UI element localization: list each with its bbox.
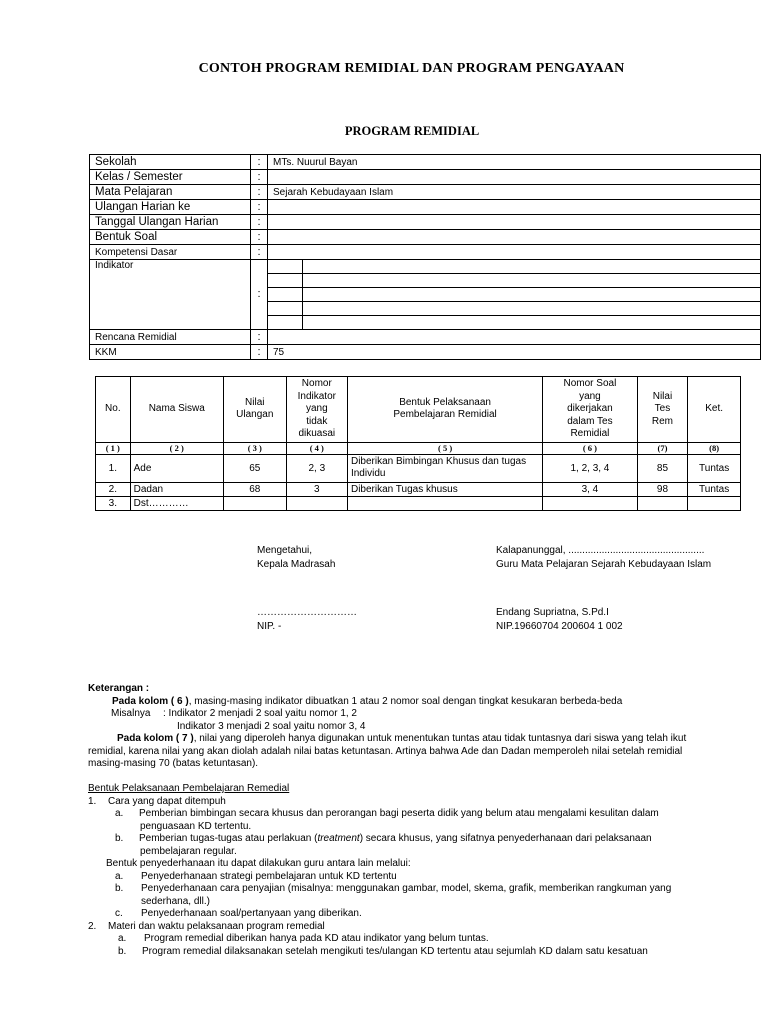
cell-nilai: 65 (223, 454, 286, 482)
cell-nilai-tes: 98 (637, 482, 688, 496)
info-value: MTs. Nuurul Bayan (268, 155, 761, 170)
info-colon: : (251, 345, 268, 360)
info-value (268, 200, 761, 215)
signature-left-name (257, 606, 357, 633)
b-text2: pembelajaran regular. (140, 845, 237, 857)
misalnya-line2: Indikator 3 menjadi 2 soal yaitu nomor 3, 4 (177, 720, 366, 732)
info-table (89, 154, 761, 360)
signature-right (496, 544, 711, 571)
indikator-grid (268, 260, 761, 330)
info-label: Ulangan Harian ke (90, 200, 251, 215)
info-label: Indikator (90, 260, 251, 330)
info-label: Mata Pelajaran (90, 185, 251, 200)
info-value (268, 230, 761, 245)
info-row-kkm (90, 345, 761, 360)
info-row-sekolah (90, 155, 761, 170)
sig-left-line1: Mengetahui, (257, 545, 313, 556)
students-table (95, 376, 741, 511)
info-value (268, 245, 761, 260)
info-value (268, 330, 761, 345)
list-number: 1. (88, 795, 97, 807)
info-row-mapel (90, 185, 761, 200)
b-text1a: Pemberian tugas-tugas atau perlakuan ( (139, 833, 318, 844)
info-colon: : (251, 245, 268, 260)
cell-indikator: 2, 3 (286, 454, 347, 482)
list-letter: b. (115, 833, 124, 844)
students-header-row (96, 377, 741, 443)
indikator-line (268, 302, 760, 316)
bentuk-heading: Bentuk Pelaksanaan Pembelajaran Remedial (88, 783, 290, 794)
list-letter: a. (115, 870, 124, 882)
info-row-ulangan (90, 200, 761, 215)
cell-soal: 1, 2, 3, 4 (543, 454, 637, 482)
info-label: Kelas / Semester (90, 170, 251, 185)
cell-no: 2. (96, 482, 131, 496)
col-number: ( 5 ) (347, 442, 542, 454)
note2-line2: remidial, karena nilai yang akan diolah adalah nilai batas ketuntasan. Artinya bahwa Ade dan Dadan memperoleh nilai setelah remidial (88, 745, 683, 757)
info-colon: : (251, 260, 268, 330)
info-row-tanggal (90, 215, 761, 230)
note2-text: , nilai yang diperoleh hanya digunakan untuk menentukan tuntas atau tidak tuntasnya dari siswa yang telah ikut (193, 733, 687, 744)
info-colon: : (251, 155, 268, 170)
info-colon: : (251, 330, 268, 345)
info-label: Rencana Remidial (90, 330, 251, 345)
cell-no: 1. (96, 454, 131, 482)
info-row-indikator (90, 260, 761, 330)
header-ket: Ket. (688, 377, 741, 443)
header-bentuk: Bentuk Pelaksanaan Pembelajaran Remidial (347, 377, 542, 443)
sig-right-nip: NIP.19660704 200604 1 002 (496, 620, 623, 632)
sig-right-line1: Kalapanunggal, ................................................. (496, 545, 705, 556)
info-row-kelas (90, 170, 761, 185)
table-row (96, 496, 741, 510)
info-value (268, 215, 761, 230)
cell-bentuk: Diberikan Tugas khusus (347, 482, 542, 496)
col-number: ( 4 ) (286, 442, 347, 454)
cell-indikator (286, 496, 347, 510)
info-colon: : (251, 215, 268, 230)
info-colon: : (251, 170, 268, 185)
cell-ket (688, 496, 741, 510)
table-row (96, 482, 741, 496)
s-b-text1: Penyederhanaan cara penyajian (misalnya: menggunakan gambar, model, skema, grafik, memberikan rangkuman yang (141, 883, 672, 894)
info-colon: : (251, 200, 268, 215)
cell-nilai-tes: 85 (637, 454, 688, 482)
cell-ket: Tuntas (688, 482, 741, 496)
list-letter: b. (118, 945, 127, 957)
col-number: ( 1 ) (96, 442, 131, 454)
keterangan-section (88, 683, 760, 771)
misalnya-label: Misalnya (111, 708, 151, 719)
table-row (96, 454, 741, 482)
cell-no: 3. (96, 496, 131, 510)
cell-soal (543, 496, 637, 510)
sig-left-nip: NIP. - (257, 620, 282, 632)
b-text1b: ) secara khusus, yang sifatnya penyederhanaan dari pelaksanaan (359, 833, 652, 844)
list-letter: a. (115, 808, 124, 819)
note2-line3: masing-masing 70 (batas ketuntasan). (88, 758, 259, 769)
keterangan-heading: Keterangan : (88, 683, 150, 694)
sig-left-line2: Kepala Madrasah (257, 558, 336, 570)
signature-left (257, 544, 335, 571)
header-nilai: Nilai Ulangan (223, 377, 286, 443)
info-colon: : (251, 185, 268, 200)
indikator-line (268, 288, 760, 302)
section-title: PROGRAM REMIDIAL (344, 124, 480, 138)
info-label: KKM (90, 345, 251, 360)
info-value: Sejarah Kebudayaan Islam (268, 185, 761, 200)
sig-right-line2: Guru Mata Pelajaran Sejarah Kebudayaan Islam (496, 558, 712, 570)
info-label: Bentuk Soal (90, 230, 251, 245)
indikator-line (268, 316, 760, 329)
cell-ket: Tuntas (688, 454, 741, 482)
col-number: ( 2 ) (130, 442, 223, 454)
cell-nama: Ade (130, 454, 223, 482)
header-indikator: Nomor Indikator yang tidak dikuasai (286, 377, 347, 443)
cell-soal: 3, 4 (543, 482, 637, 496)
cell-nilai: 68 (223, 482, 286, 496)
note1-bold: Pada kolom ( 6 ) (112, 695, 189, 707)
indikator-line (268, 274, 760, 288)
cell-indikator: 3 (286, 482, 347, 496)
list-number: 2. (88, 920, 97, 932)
info-row-rencana (90, 330, 761, 345)
col-number: ( 6 ) (543, 442, 637, 454)
list-letter: c. (115, 908, 123, 919)
note1-text: , masing-masing indikator dibuatkan 1 atau 2 nomor soal dengan tingkat kesukaran berbeda-beda (188, 695, 623, 707)
header-soal: Nomor Soal yang dikerjakan dalam Tes Remidial (543, 377, 637, 443)
note2-bold: Pada kolom ( 7 ) (117, 733, 194, 744)
info-row-bentuk-soal (90, 230, 761, 245)
a-text1: Pemberian bimbingan secara khusus dan perorangan bagi peserta didik yang belum atau mengalami kesulitan dalam (139, 808, 659, 819)
b-text1i: treatment (317, 833, 360, 844)
p2-text: Materi dan waktu pelaksanaan program remedial (108, 920, 325, 932)
p1-text: Cara yang dapat ditempuh (108, 795, 226, 807)
info-value (268, 170, 761, 185)
s-a-text: Penyederhanaan strategi pembelajaran untuk KD tertentu (141, 870, 397, 882)
cell-nilai (223, 496, 286, 510)
header-no: No. (96, 377, 131, 443)
cell-nama: Dst………… (130, 496, 223, 510)
cell-bentuk (347, 496, 542, 510)
sig-left-name: ………………………… (257, 607, 357, 618)
info-row-kd (90, 245, 761, 260)
sig-right-name: Endang Supriatna, S.Pd.I (496, 607, 609, 618)
indikator-line (268, 260, 760, 274)
info-label: Kompetensi Dasar (90, 245, 251, 260)
column-number-row (96, 442, 741, 454)
cell-nilai-tes (637, 496, 688, 510)
col-number: ( 3 ) (223, 442, 286, 454)
list-letter: a. (118, 933, 127, 944)
s-b-text2: sederhana, dll.) (141, 895, 210, 907)
info-value: 75 (268, 345, 761, 360)
a-text2: penguasaan KD tertentu. (140, 820, 252, 832)
signature-right-name (496, 606, 623, 633)
misalnya-line1: : Indikator 2 menjadi 2 soal yaitu nomor 1, 2 (163, 708, 357, 719)
s-c-text: Penyederhanaan soal/pertanyaan yang diberikan. (141, 908, 362, 919)
m-a-text: Program remedial diberikan hanya pada KD atau indikator yang belum tuntas. (144, 933, 489, 944)
m-b-text: Program remedial dilaksanakan setelah mengikuti tes/ulangan KD tertentu atau sejumlah KD dalam satu kesatuan (142, 945, 648, 957)
header-nilai-tes: Nilai Tes Rem (637, 377, 688, 443)
col-number: (7) (637, 442, 688, 454)
cell-nama: Dadan (130, 482, 223, 496)
header-nama: Nama Siswa (130, 377, 223, 443)
list-letter: b. (115, 883, 124, 894)
cell-bentuk: Diberikan Bimbingan Khusus dan tugas Individu (347, 454, 542, 482)
document-title: CONTOH PROGRAM REMIDIAL DAN PROGRAM PENGAYAAN (198, 61, 625, 76)
bentuk-section (88, 783, 760, 958)
info-colon: : (251, 230, 268, 245)
col-number: (8) (688, 442, 741, 454)
info-label: Tanggal Ulangan Harian (90, 215, 251, 230)
bentuk-line: Bentuk penyederhanaan itu dapat dilakukan guru antara lain melalui: (106, 858, 411, 869)
info-label: Sekolah (90, 155, 251, 170)
